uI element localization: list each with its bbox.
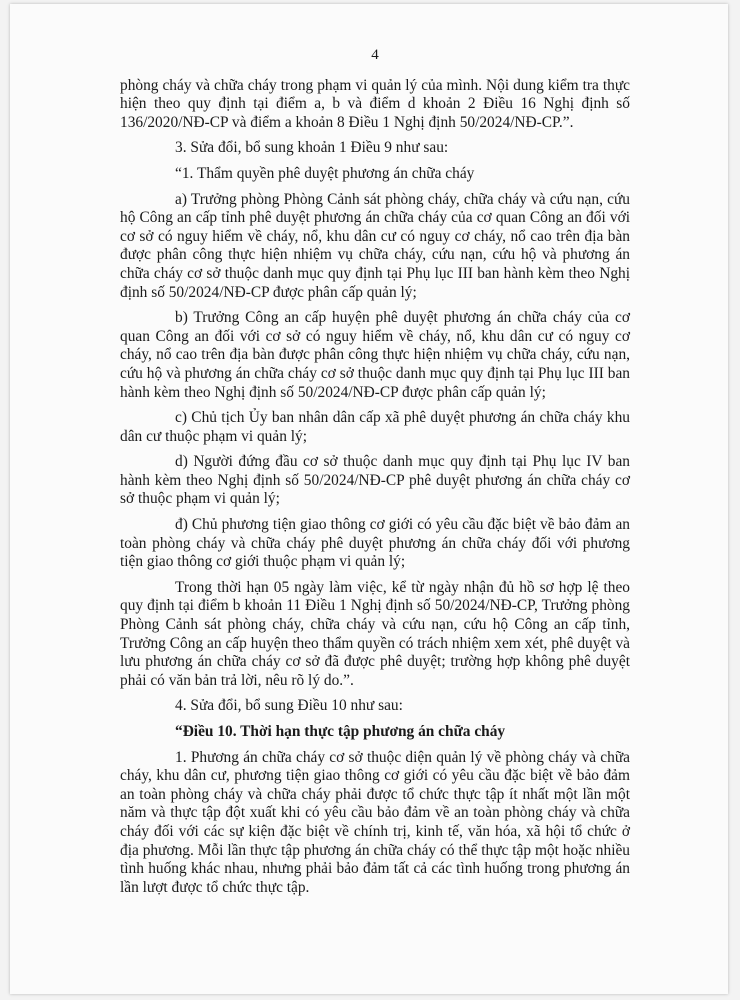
paragraph-point-c: c) Chủ tịch Ủy ban nhân dân cấp xã phê duyệt phương án chữa cháy khu dân cư thuộc phạm vi quản lý; — [120, 409, 630, 445]
paragraph-amendment-3: 3. Sửa đổi, bổ sung khoản 1 Điều 9 như sau: — [175, 139, 449, 157]
paragraph-point-b: b) Trưởng Công an cấp huyện phê duyệt phương án chữa cháy của cơ quan Công an đối với cơ sở có nguy hiểm về cháy, nổ, khu dân cư có nguy cơ cháy, nổ cao trên địa bàn được phân công thực hiện nhiệm vụ chữa cháy, cứu nạn, cứu hộ và phương án chữa cháy cơ sở thuộc danh mục quy định tại Phụ lục III ban hành kèm theo Nghị định số 50/2024/NĐ-CP được phân cấp quản lý; — [120, 309, 630, 401]
paragraph-point-d: d) Người đứng đầu cơ sở thuộc danh mục quy định tại Phụ lục IV ban hành kèm theo Nghị định số 50/2024/NĐ-CP phê duyệt phương án chữa cháy cơ sở thuộc phạm vi quản lý; — [120, 453, 630, 508]
page-number: 4 — [371, 47, 379, 63]
paragraph-amendment-4: 4. Sửa đổi, bổ sung Điều 10 như sau: — [175, 697, 403, 715]
article-10-heading: “Điều 10. Thời hạn thực tập phương án chữa cháy — [175, 723, 506, 740]
paragraph-approval-authority-title: “1. Thẩm quyền phê duyệt phương án chữa cháy — [175, 164, 475, 182]
paragraph-continuation: phòng cháy và chữa cháy trong phạm vi quản lý của mình. Nội dung kiểm tra thực hiện theo quy định tại điểm a, b và điểm d khoản 2 Điều 16 Nghị định số 136/2020/NĐ-CP và điểm a khoản 8 Điều 1 Nghị định 50/2024/NĐ-CP.”. — [120, 76, 630, 131]
document-body — [120, 46, 630, 904]
paragraph-point-a: a) Trưởng phòng Phòng Cảnh sát phòng cháy, chữa cháy và cứu nạn, cứu hộ Công an cấp tỉnh phê duyệt phương án chữa cháy của cơ quan Công an đối với cơ sở có nguy hiểm về cháy, nổ, khu dân cư có nguy cơ cháy, nổ cao trên địa bàn được phân công thực hiện nhiệm vụ chữa cháy, cứu nạn, cứu hộ và phương án chữa cháy cơ sở thuộc danh mục quy định tại Phụ lục III ban hành kèm theo Nghị định số 50/2024/NĐ-CP được phân cấp quản lý; — [120, 190, 630, 301]
paragraph-article-10-clause-1: 1. Phương án chữa cháy cơ sở thuộc diện quản lý về phòng cháy và chữa cháy, khu dân cư, phương tiện giao thông cơ giới có yêu cầu đặc biệt về bảo đảm an toàn phòng cháy và chữa cháy phải được tổ chức thực tập ít nhất một lần một năm và thực tập đột xuất khi có yêu cầu bảo đảm về an toàn phòng cháy và chữa cháy đối với các sự kiện đặc biệt về chính trị, kinh tế, văn hóa, xã hội tổ chức ở địa phương. Mỗi lần thực tập phương án chữa cháy có thể thực tập một hoặc nhiều tình huống khác nhau, nhưng phải bảo đảm tất cả các tình huống trong phương án lần lượt được tổ chức thực tập. — [120, 748, 630, 896]
paragraph-time-limit: Trong thời hạn 05 ngày làm việc, kể từ ngày nhận đủ hồ sơ hợp lệ theo quy định tại điểm b khoản 11 Điều 1 Nghị định số 50/2024/NĐ-CP, Trưởng phòng Phòng Cảnh sát phòng cháy, chữa cháy và cứu nạn, cứu hộ Công an cấp tỉnh, Trưởng Công an cấp huyện theo thẩm quyền có trách nhiệm xem xét, phê duyệt và lưu phương án chữa cháy cơ sở đã được phê duyệt; trường hợp không phê duyệt phải có văn bản trả lời, nêu rõ lý do.”. — [120, 578, 630, 689]
paragraph-point-dd: đ) Chủ phương tiện giao thông cơ giới có yêu cầu đặc biệt về bảo đảm an toàn phòng cháy và chữa cháy phê duyệt phương án chữa cháy đối với phương tiện giao thông cơ giới thuộc phạm vi quản lý; — [120, 516, 630, 571]
document-page — [10, 4, 728, 994]
